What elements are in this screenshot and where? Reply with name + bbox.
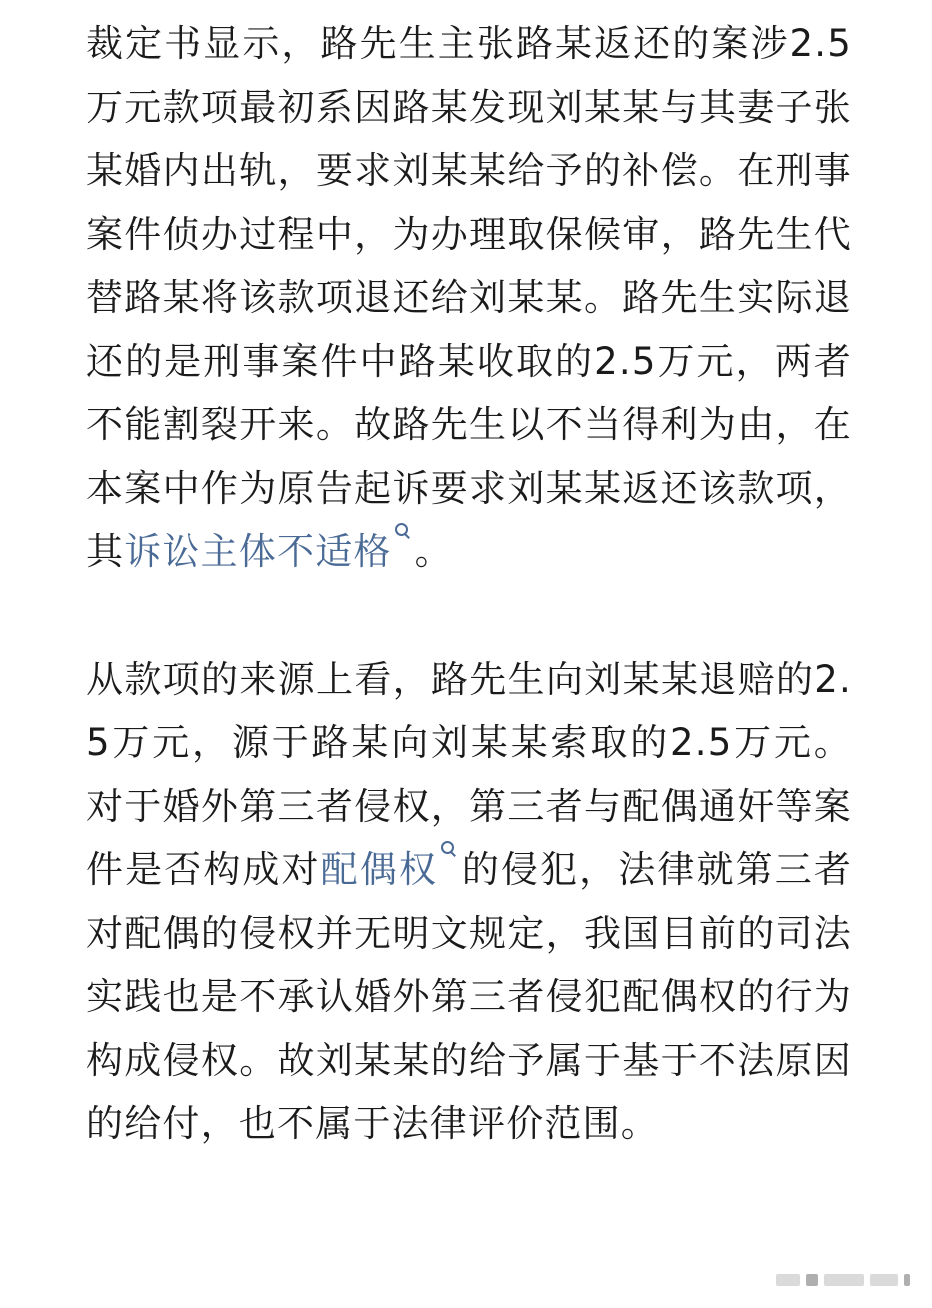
link-litigation-subject[interactable] (124, 530, 414, 573)
search-icon[interactable] (440, 840, 458, 858)
watermark-segment (776, 1274, 800, 1286)
watermark-segment (904, 1274, 910, 1286)
watermark-segment (806, 1274, 818, 1286)
paragraph-1-tail: 。 (414, 530, 453, 573)
watermark-segment (870, 1274, 898, 1286)
search-icon[interactable] (394, 522, 412, 540)
paragraph-litigation-subject (86, 12, 852, 584)
watermark-segment (824, 1274, 864, 1286)
link-spousal-right-label[interactable]: 配偶权 (320, 848, 438, 891)
paragraph-2-text: 从款项的来源上看，路先生向刘某某退赔的2.5万元，源于路某向刘某某索取的2.5万元。对于婚外第三者侵权，第三者与配偶通奸等案件是否构成对 (86, 657, 852, 891)
paragraph-1-text: 裁定书显示，路先生主张路某返还的案涉2.5万元款项最初系因路某发现刘某某与其妻子张某婚内出轨，要求刘某某给予的补偿。在刑事案件侦办过程中，为办理取保候审，路先生代替路某将该款项退还给刘某某。路先生实际退还的是刑事案件中路某收取的2.5万元，两者不能割裂开来。故路先生以不当得利为由，在本案中作为原告起诉要求刘某某返还该款项，其 (86, 22, 852, 573)
paragraph-payment-source (86, 648, 852, 1156)
link-spousal-right[interactable] (321, 848, 461, 891)
article-body (86, 12, 852, 1156)
link-litigation-subject-label[interactable]: 诉讼主体不适格 (124, 530, 392, 573)
paragraph-2-tail: 的侵犯，法律就第三者对配偶的侵权并无明文规定，我国目前的司法实践也是不承认婚外第三者侵犯配偶权的行为构成侵权。故刘某某的给予属于基于不法原因的给付，也不属于法律评价范围。 (86, 848, 853, 1145)
watermark-icon (776, 1274, 910, 1286)
